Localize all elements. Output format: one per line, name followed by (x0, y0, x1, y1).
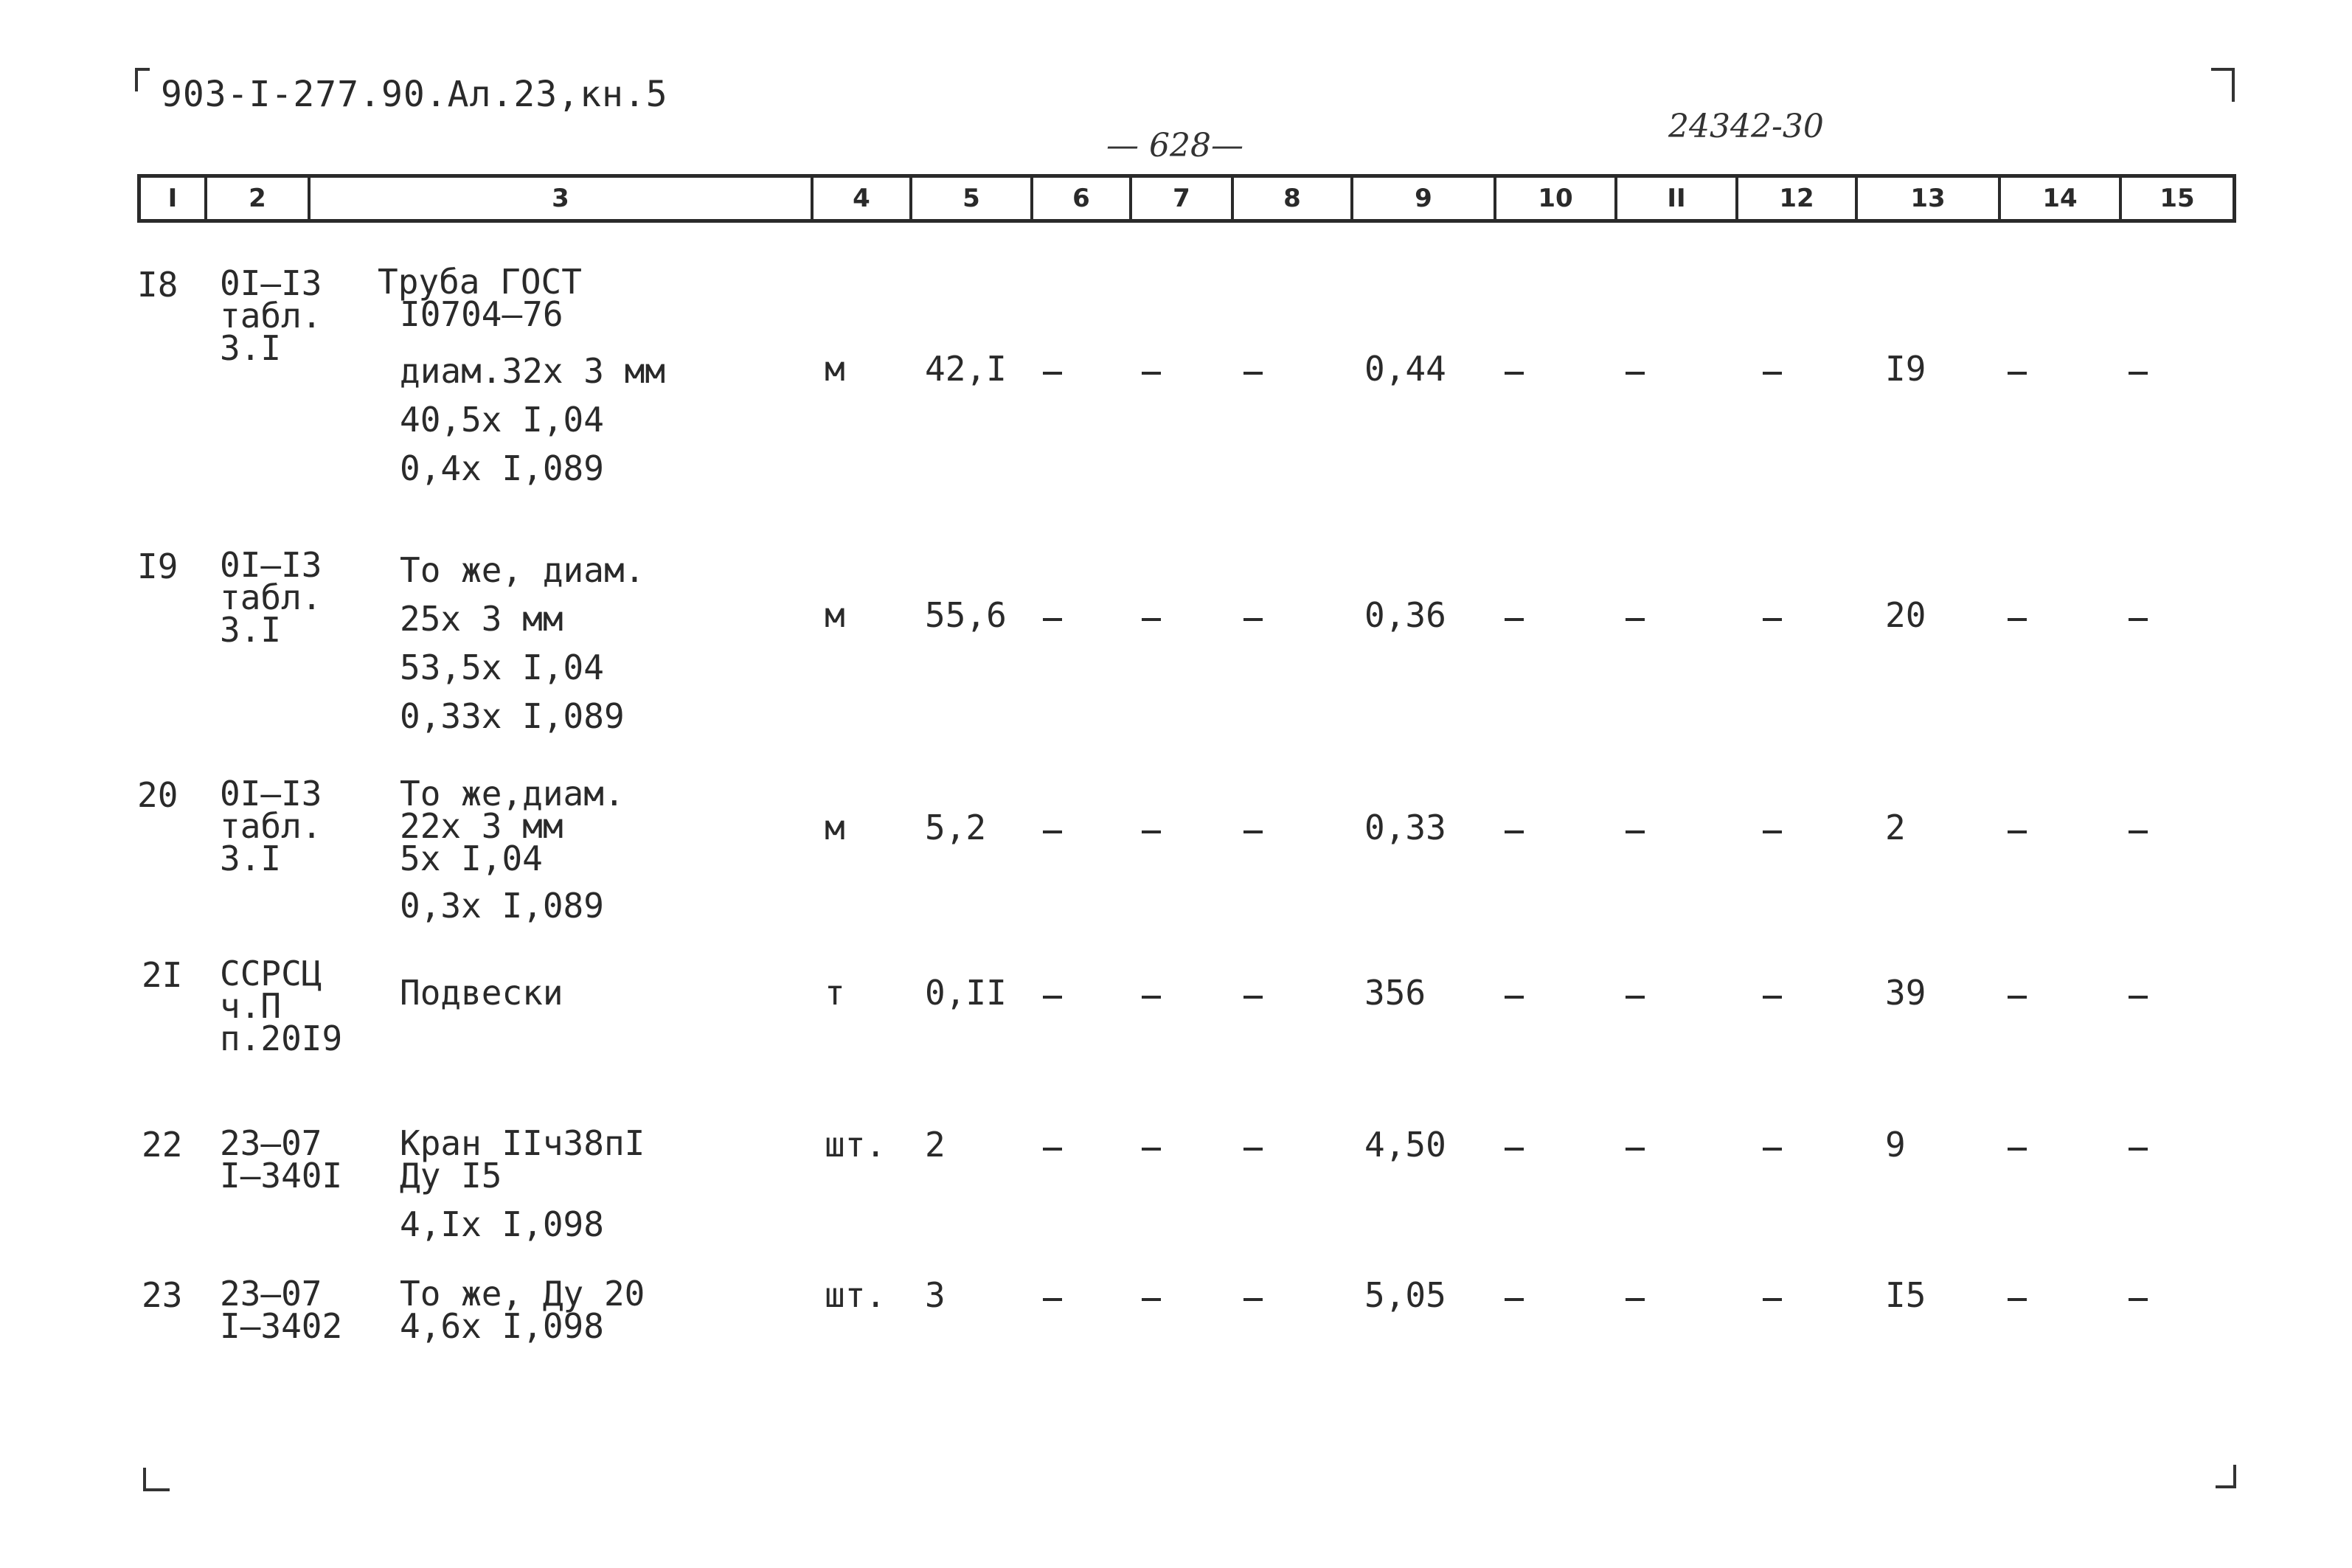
empty-dash (2008, 618, 2027, 621)
empty-dash (1142, 830, 1161, 833)
column-13-value: 9 (1885, 1125, 1906, 1165)
column-9-value: 0,44 (1364, 349, 1446, 389)
quantity: 0,II (925, 973, 1007, 1013)
empty-dash (1763, 996, 1782, 999)
column-header: 7 (1132, 178, 1234, 219)
column-header: 5 (912, 178, 1033, 219)
norm-reference: 0I–I3 табл. 3.I (220, 545, 322, 650)
column-header-row (137, 174, 2236, 223)
column-header: 12 (1738, 178, 1858, 219)
norm-reference: 23–07 I–3402 (220, 1274, 343, 1346)
norm-reference: 0I–I3 табл. 3.I (220, 774, 322, 878)
column-13-value: 39 (1885, 973, 1926, 1013)
empty-dash (2008, 372, 2027, 375)
empty-dash (1043, 830, 1062, 833)
empty-dash (1243, 618, 1263, 621)
quantity: 3 (925, 1275, 946, 1315)
column-header: 10 (1496, 178, 1617, 219)
item-description: Кран IIч38пI Ду I5 4,Iх I,098 (400, 1123, 645, 1244)
empty-dash (1505, 1298, 1524, 1301)
item-description: Труба ГОСТ I0704–76 диам.32х 3 мм 40,5х I,04 0,4х I,089 (378, 262, 666, 488)
corner-mark-bottom-right (2216, 1465, 2236, 1488)
unit: шт. (825, 1125, 887, 1165)
column-header: 3 (311, 178, 814, 219)
empty-dash (1763, 830, 1782, 833)
empty-dash (1243, 372, 1263, 375)
column-header: I (141, 178, 207, 219)
empty-dash (2129, 618, 2148, 621)
empty-dash (1626, 1148, 1645, 1151)
empty-dash (1043, 372, 1062, 375)
row-number: 23 (142, 1275, 183, 1315)
empty-dash (1626, 1298, 1645, 1301)
empty-dash (1626, 618, 1645, 621)
empty-dash (1043, 618, 1062, 621)
empty-dash (1626, 830, 1645, 833)
column-header: 8 (1234, 178, 1353, 219)
item-description: То же, диам. 25х 3 мм 53,5х I,04 0,33х I,089 (400, 550, 645, 736)
empty-dash (2008, 1298, 2027, 1301)
quantity: 55,6 (925, 595, 1007, 635)
column-header: 9 (1353, 178, 1496, 219)
empty-dash (1763, 1298, 1782, 1301)
row-number: 22 (142, 1125, 183, 1165)
empty-dash (1626, 996, 1645, 999)
quantity: 2 (925, 1125, 946, 1165)
empty-dash (1043, 1148, 1062, 1151)
row-number: I9 (137, 547, 178, 586)
item-description: То же,диам. 22х 3 мм 5х I,04 0,3х I,089 (400, 774, 625, 926)
empty-dash (1626, 372, 1645, 375)
column-13-value: 20 (1885, 595, 1926, 635)
empty-dash (2129, 830, 2148, 833)
empty-dash (1142, 1298, 1161, 1301)
empty-dash (2008, 830, 2027, 833)
corner-mark-top-left (135, 68, 150, 91)
empty-dash (1142, 618, 1161, 621)
norm-reference: ССРСЦ ч.П п.20I9 (220, 954, 343, 1058)
row-number: 2I (142, 955, 183, 995)
document-code: 903-I-277.90.Ал.23,кн.5 (161, 74, 668, 115)
column-9-value: 4,50 (1364, 1125, 1446, 1165)
empty-dash (2129, 372, 2148, 375)
column-9-value: 0,36 (1364, 595, 1446, 635)
column-13-value: 2 (1885, 808, 1906, 847)
empty-dash (1505, 1148, 1524, 1151)
column-header: 6 (1033, 178, 1132, 219)
norm-reference: 0I–I3 табл. 3.I (220, 263, 322, 368)
item-description: Подвески (400, 973, 563, 1013)
column-13-value: I5 (1885, 1275, 1926, 1315)
column-9-value: 5,05 (1364, 1275, 1446, 1315)
unit: м (825, 595, 845, 635)
unit: шт. (825, 1275, 887, 1315)
empty-dash (1243, 830, 1263, 833)
unit: т (825, 973, 845, 1013)
row-number: I8 (137, 265, 178, 305)
column-9-value: 0,33 (1364, 808, 1446, 847)
empty-dash (1043, 996, 1062, 999)
empty-dash (2129, 996, 2148, 999)
unit: м (825, 808, 845, 847)
empty-dash (1763, 618, 1782, 621)
empty-dash (1142, 372, 1161, 375)
empty-dash (2008, 1148, 2027, 1151)
empty-dash (2129, 1148, 2148, 1151)
unit: м (825, 349, 845, 389)
column-9-value: 356 (1364, 973, 1426, 1013)
quantity: 5,2 (925, 808, 987, 847)
empty-dash (1243, 996, 1263, 999)
empty-dash (1243, 1298, 1263, 1301)
norm-reference: 23–07 I–340I (220, 1123, 343, 1196)
empty-dash (2129, 1298, 2148, 1301)
corner-mark-top-right (2211, 68, 2235, 102)
empty-dash (1505, 996, 1524, 999)
empty-dash (1505, 372, 1524, 375)
empty-dash (1043, 1298, 1062, 1301)
column-header: 14 (2001, 178, 2122, 219)
empty-dash (1243, 1148, 1263, 1151)
empty-dash (1142, 1148, 1161, 1151)
empty-dash (1142, 996, 1161, 999)
empty-dash (2008, 996, 2027, 999)
empty-dash (1505, 618, 1524, 621)
empty-dash (1763, 372, 1782, 375)
column-13-value: I9 (1885, 349, 1926, 389)
column-header: 13 (1858, 178, 2001, 219)
empty-dash (1505, 830, 1524, 833)
inventory-number: 24342-30 (1668, 108, 1824, 145)
column-header: 4 (814, 178, 912, 219)
column-header: II (1617, 178, 1738, 219)
empty-dash (1763, 1148, 1782, 1151)
corner-mark-bottom-left (143, 1468, 170, 1491)
item-description: То же, Ду 20 4,6х I,098 (400, 1274, 645, 1346)
quantity: 42,I (925, 349, 1007, 389)
column-header: 2 (207, 178, 311, 219)
column-header: 15 (2160, 184, 2195, 213)
row-number: 20 (137, 775, 178, 815)
page-number: — 628— (1106, 127, 1243, 164)
